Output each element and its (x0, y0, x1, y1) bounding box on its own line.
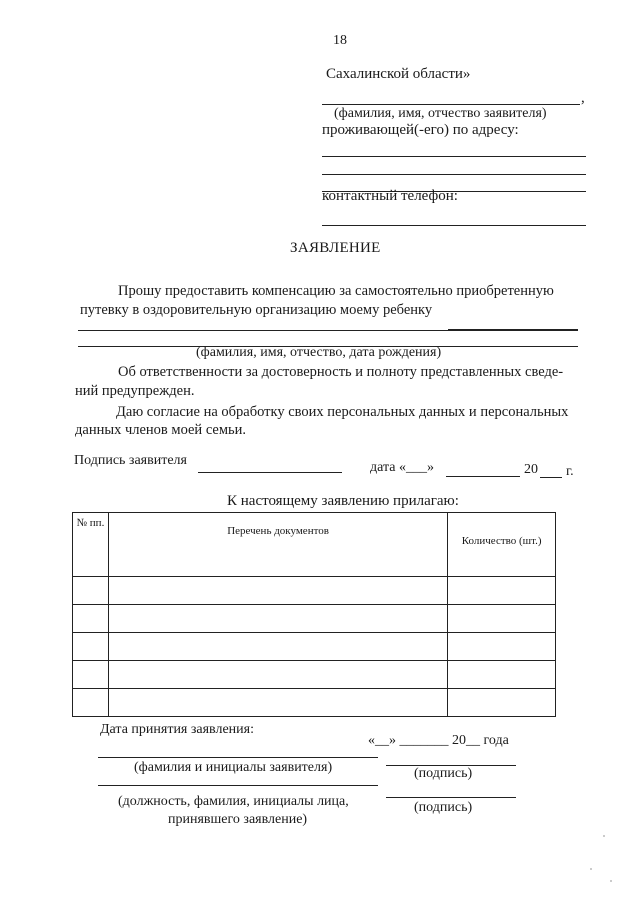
year-line[interactable] (540, 477, 562, 478)
accept-date-value: «__» _______ 20__ года (368, 733, 509, 748)
cell-number[interactable] (73, 661, 109, 689)
table-row (73, 605, 556, 633)
applicant-signature-hint: (подпись) (414, 766, 473, 781)
col-number-header: № пп. (73, 513, 109, 577)
table-row (73, 661, 556, 689)
official-signature-line[interactable] (386, 797, 516, 798)
responsibility-line-2: ний предупрежден. (75, 383, 195, 399)
header-comma: , (581, 90, 585, 106)
accept-date-label: Дата принятия заявления: (100, 722, 254, 737)
cell-number[interactable] (73, 633, 109, 661)
cell-document[interactable] (108, 689, 447, 717)
col-documents-header: Перечень документов (108, 513, 447, 577)
documents-table (72, 512, 556, 717)
cell-quantity[interactable] (448, 633, 556, 661)
phone-label: контактный телефон: (322, 188, 458, 204)
attachments-heading: К настоящему заявлению прилагаю: (227, 493, 459, 509)
cell-quantity[interactable] (448, 689, 556, 717)
cell-number[interactable] (73, 689, 109, 717)
address-line-1[interactable] (322, 156, 586, 157)
signature-line[interactable] (198, 472, 342, 473)
official-hint-2: принявшего заявление) (168, 812, 308, 827)
applicant-initials-line[interactable] (98, 757, 378, 758)
child-name-hint: (фамилия, имя, отчество, дата рождения) (196, 345, 442, 360)
official-hint-1: (должность, фамилия, инициалы лица, (118, 794, 349, 809)
scan-speck (590, 868, 592, 870)
phone-line[interactable] (322, 225, 586, 226)
official-line[interactable] (98, 785, 378, 786)
residing-label: проживающей(-его) по адресу: (322, 122, 519, 138)
responsibility-line-1: Об ответственности за достоверность и полноту представленных сведе- (118, 364, 564, 380)
table-row (73, 633, 556, 661)
applicant-initials-hint: (фамилия и инициалы заявителя) (134, 760, 333, 775)
scan-speck (610, 880, 612, 882)
date-month-line[interactable] (446, 476, 520, 477)
cell-quantity[interactable] (448, 605, 556, 633)
cell-document[interactable] (108, 577, 447, 605)
document-title: ЗАЯВЛЕНИЕ (290, 240, 381, 256)
cell-quantity[interactable] (448, 661, 556, 689)
signature-label: Подпись заявителя (74, 453, 187, 468)
year-suffix: г. (566, 464, 574, 479)
cell-document[interactable] (108, 605, 447, 633)
page-number: 18 (333, 33, 347, 48)
table-row (73, 577, 556, 605)
consent-line-1: Даю согласие на обработку своих персональных данных и персональных (116, 404, 569, 420)
applicant-name-line[interactable] (322, 104, 580, 105)
region-text: Сахалинской области» (326, 66, 471, 82)
cell-document[interactable] (108, 661, 447, 689)
scan-speck (603, 835, 605, 837)
cell-number[interactable] (73, 605, 109, 633)
table-row (73, 689, 556, 717)
request-line-1: Прошу предоставить компенсацию за самостоятельно приобретенную (118, 283, 554, 299)
official-signature-hint: (подпись) (414, 800, 473, 815)
table-header-row (73, 513, 556, 577)
request-line-2: путевку в оздоровительную организацию моему ребенку (80, 302, 433, 318)
applicant-name-hint: (фамилия, имя, отчество заявителя) (334, 106, 547, 121)
col-quantity-header: Количество (шт.) (448, 513, 556, 577)
cell-number[interactable] (73, 577, 109, 605)
consent-line-2: данных членов моей семьи. (75, 422, 247, 438)
address-line-2[interactable] (322, 174, 586, 175)
year-prefix: 20 (524, 462, 538, 477)
cell-document[interactable] (108, 633, 447, 661)
cell-quantity[interactable] (448, 577, 556, 605)
child-name-line[interactable] (78, 330, 578, 331)
date-label: дата «___» (370, 460, 434, 475)
